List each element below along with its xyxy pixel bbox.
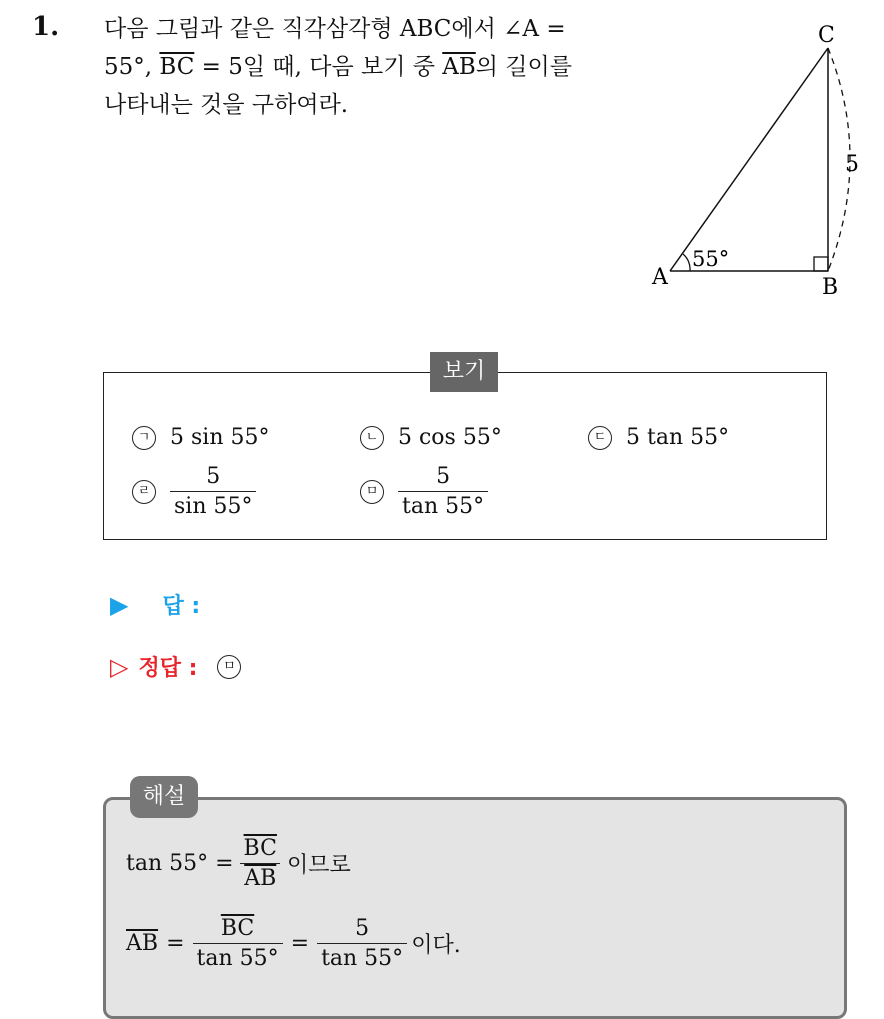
bogi-title: 보기 (430, 352, 498, 392)
answer-field[interactable] (210, 592, 410, 618)
angle-label: 55° (692, 247, 730, 271)
correct-answer-row (110, 651, 255, 682)
option-text-giyeok: 5 sin 55° (170, 425, 270, 450)
question-line-2-a: 55°, (104, 54, 160, 80)
segment-ab: $\overline{AB}$ (442, 54, 476, 80)
answer-label: 답 : (162, 594, 201, 619)
option-marker-digeut: ㄷ (588, 426, 612, 450)
eq2-lhs: $\overline{AB}$ (126, 931, 159, 956)
vertex-c-label: C (818, 23, 835, 48)
eq2-equals-1: = (166, 931, 185, 956)
question-line-3: 나타내는 것을 구하여라. (104, 92, 349, 118)
fraction-denominator: tan 55° (193, 943, 283, 971)
option-marker-rieul: ㄹ (132, 480, 156, 504)
fraction-numerator: 5 (206, 464, 221, 489)
fraction-denominator: sin 55° (170, 491, 256, 519)
angle-arc (683, 254, 690, 271)
eq2-tail: 이다. (411, 933, 461, 958)
segment-bc: $\overline{BC}$ (159, 54, 195, 80)
eq2-fraction-2 (317, 916, 407, 971)
fraction-denominator: tan 55° (398, 491, 488, 519)
question-number: 1. (32, 12, 60, 42)
fraction-numerator: 5 (436, 464, 451, 489)
option-marker-giyeok: ㄱ (132, 426, 156, 450)
option-rieul (132, 464, 256, 519)
question-line-2 (104, 48, 624, 86)
option-text-nieun: 5 cos 55° (398, 425, 502, 450)
triangle-figure (640, 18, 880, 308)
play-arrow-icon: ▶ (110, 590, 129, 619)
correct-answer-label: 정답 : (138, 656, 198, 681)
option-mieum (360, 464, 488, 519)
vertex-b-label: B (822, 275, 839, 300)
answer-row (110, 589, 410, 620)
question-text (104, 10, 624, 124)
option-fraction-rieul (170, 464, 256, 519)
option-digeut (588, 425, 729, 450)
eq1-tail: 이므로 (286, 853, 351, 878)
option-nieun (360, 425, 502, 450)
question-line-2-b: = 5일 때, 다음 보기 중 (194, 54, 443, 80)
outline-arrow-icon: ▷ (110, 652, 129, 681)
side-length-label: 5 (845, 152, 859, 177)
correct-answer-marker: ㅁ (217, 655, 241, 679)
right-angle-mark (814, 257, 828, 271)
fraction-denominator: AB (240, 863, 280, 891)
side-ca (670, 48, 828, 271)
vertex-a-label: A (652, 265, 668, 290)
fraction-numerator: $\overline{BC}$ (243, 836, 277, 861)
solution-equation-2 (126, 916, 461, 971)
question-line-1: 다음 그림과 같은 직각삼각형 ABC에서 ∠A = (104, 16, 566, 42)
option-text-digeut: 5 tan 55° (626, 425, 730, 450)
option-marker-mieum: ㅁ (360, 480, 384, 504)
option-giyeok (132, 425, 269, 450)
option-marker-nieun: ㄴ (360, 426, 384, 450)
solution-equation-1 (126, 836, 351, 891)
fraction-denominator: tan 55° (317, 943, 407, 971)
eq1-lhs: tan 55° = (126, 851, 234, 876)
eq1-fraction (240, 836, 281, 891)
fraction-numerator: 5 (355, 916, 370, 941)
option-fraction-mieum (398, 464, 488, 519)
eq2-fraction-1 (193, 916, 283, 971)
solution-box (103, 797, 847, 1019)
eq2-equals-2: = (290, 931, 310, 956)
fraction-numerator: $\overline{BC}$ (220, 916, 255, 941)
question-line-2-c: 의 길이를 (475, 54, 572, 80)
solution-title: 해설 (130, 776, 198, 818)
